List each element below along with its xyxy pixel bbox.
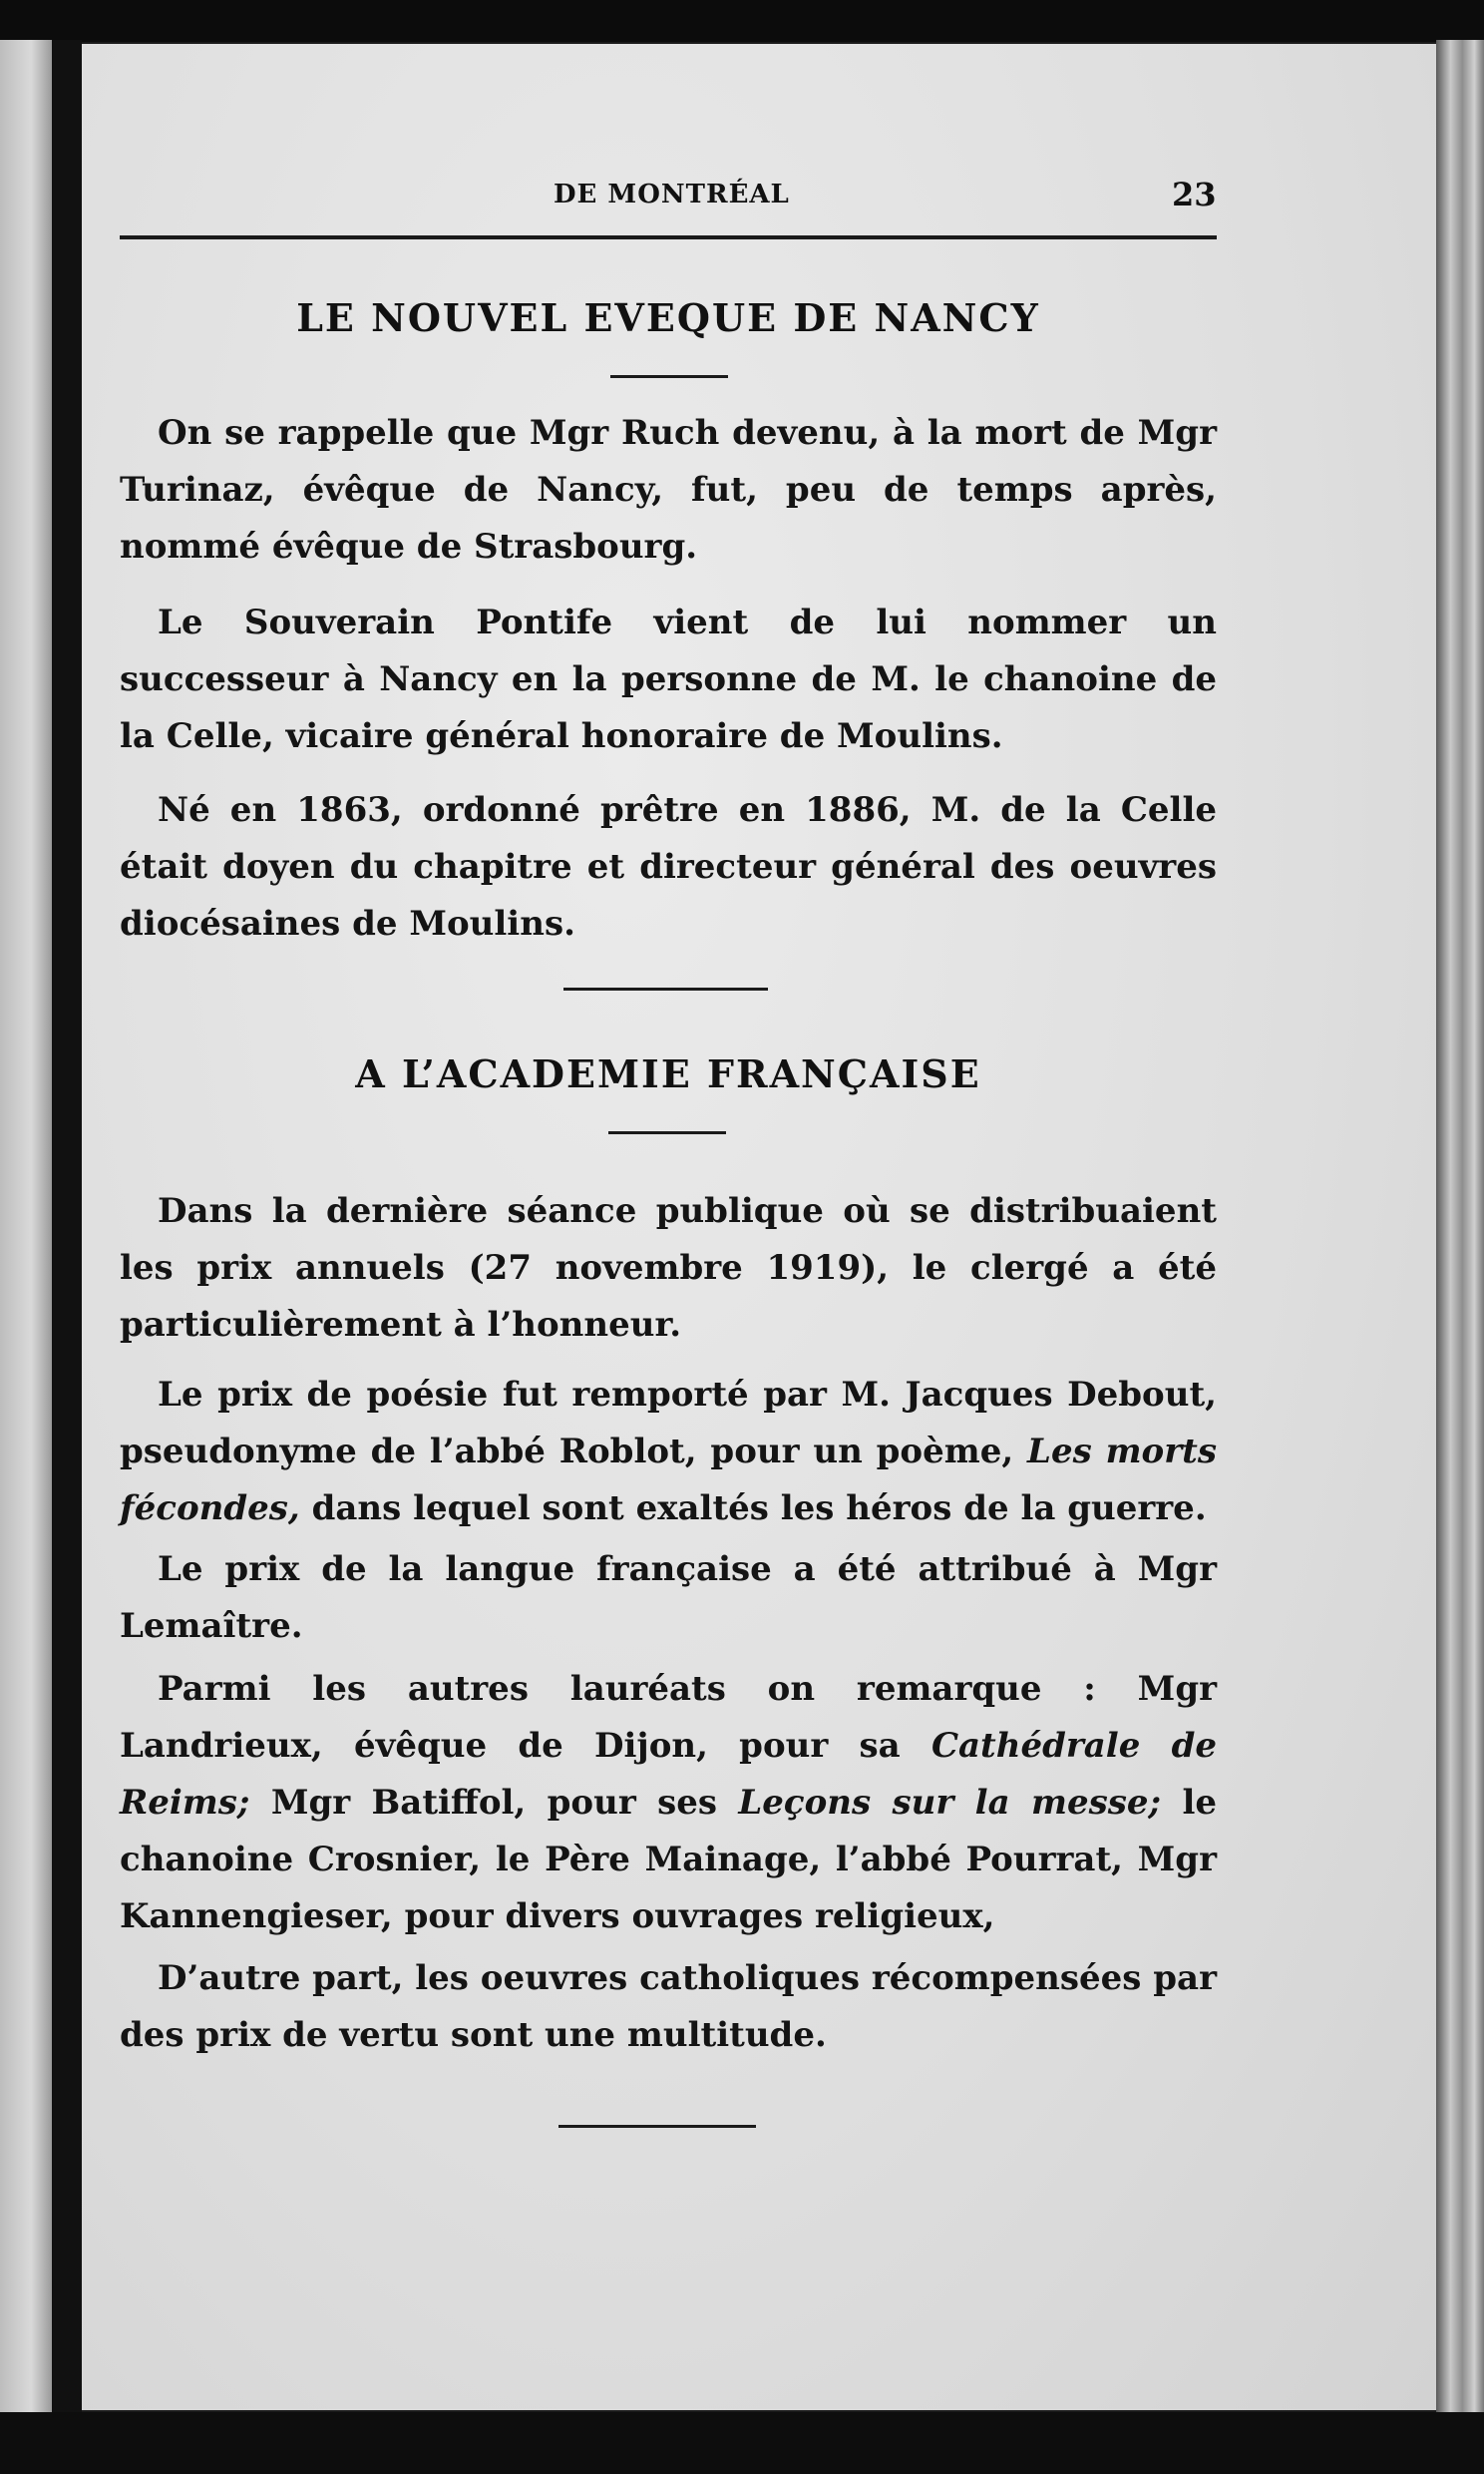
page-number: 23	[1172, 176, 1217, 213]
paragraph-text: le chanoine Crosnier, le Père Mainage, l’abbé Pourrat, Mgr Kannengieser, pour divers ouvrages religieux,	[120, 1783, 1217, 1936]
title-underline-2	[608, 1131, 726, 1134]
book-title-italic: Leçons sur la messe;	[738, 1783, 1162, 1823]
book-title-italic: Les morts fécondes,	[120, 1432, 1217, 1528]
section-divider-1	[563, 988, 768, 991]
article-1-paragraph-1: On se rappelle que Mgr Ruch devenu, à la mort de Mgr Turinaz, évêque de Nancy, fut, peu de temps après, nommé évêque de Strasbourg.	[120, 413, 1217, 567]
facing-page-edge	[0, 40, 52, 2414]
header-rule	[120, 235, 1217, 239]
paragraph-text: Mgr Batiffol, pour ses	[249, 1783, 739, 1823]
article-2-paragraph-2	[120, 1367, 1217, 1537]
title-underline-1	[610, 375, 728, 378]
article-1-paragraph-3: Né en 1863, ordonné prêtre en 1886, M. de la Celle était doyen du chapitre et directeur général des oeuvres diocésaines de Moulins.	[120, 790, 1217, 944]
article-2-paragraph-4	[120, 1661, 1217, 1945]
section-divider-2	[558, 2125, 756, 2128]
article-2-paragraph-1: Dans la dernière séance publique où se distribuaient les prix annuels (27 novembre 1919), le clergé a été particulièrement à l’honneur.	[120, 1191, 1217, 1345]
page-stack-edge	[1436, 40, 1484, 2414]
paragraph-text: Parmi les autres lauréats on remarque : Mgr Landrieux, évêque de Dijon, pour sa	[120, 1669, 1217, 1766]
article-1-paragraph-2: Le Souverain Pontife vient de lui nommer un successeur à Nancy en la personne de M. le chanoine de la Celle, vicaire général honoraire de Moulins.	[120, 603, 1217, 756]
scan-top-border	[0, 0, 1484, 42]
article-2-paragraph-5: D’autre part, les oeuvres catholiques récompensées par des prix de vertu sont une multitude.	[120, 1958, 1217, 2055]
article-1-title: LE NOUVEL EVEQUE DE NANCY	[296, 295, 1040, 340]
book-gutter	[52, 40, 82, 2414]
article-2-paragraph-3: Le prix de la langue française a été attribué à Mgr Lemaître.	[120, 1549, 1217, 1646]
paragraph-text: Le prix de poésie fut remporté par M. Jacques Debout, pseudonyme de l’abbé Roblot, pour un poème,	[120, 1375, 1217, 1471]
article-2-title: A L’ACADEMIE FRANÇAISE	[355, 1051, 981, 1096]
paragraph-text: dans lequel sont exaltés les héros de la guerre.	[299, 1488, 1207, 1528]
scan-bottom-border	[0, 2412, 1484, 2474]
running-title: DE MONTRÉAL	[554, 180, 790, 209]
book-title-italic: Cathédrale de Reims;	[120, 1726, 1218, 1823]
